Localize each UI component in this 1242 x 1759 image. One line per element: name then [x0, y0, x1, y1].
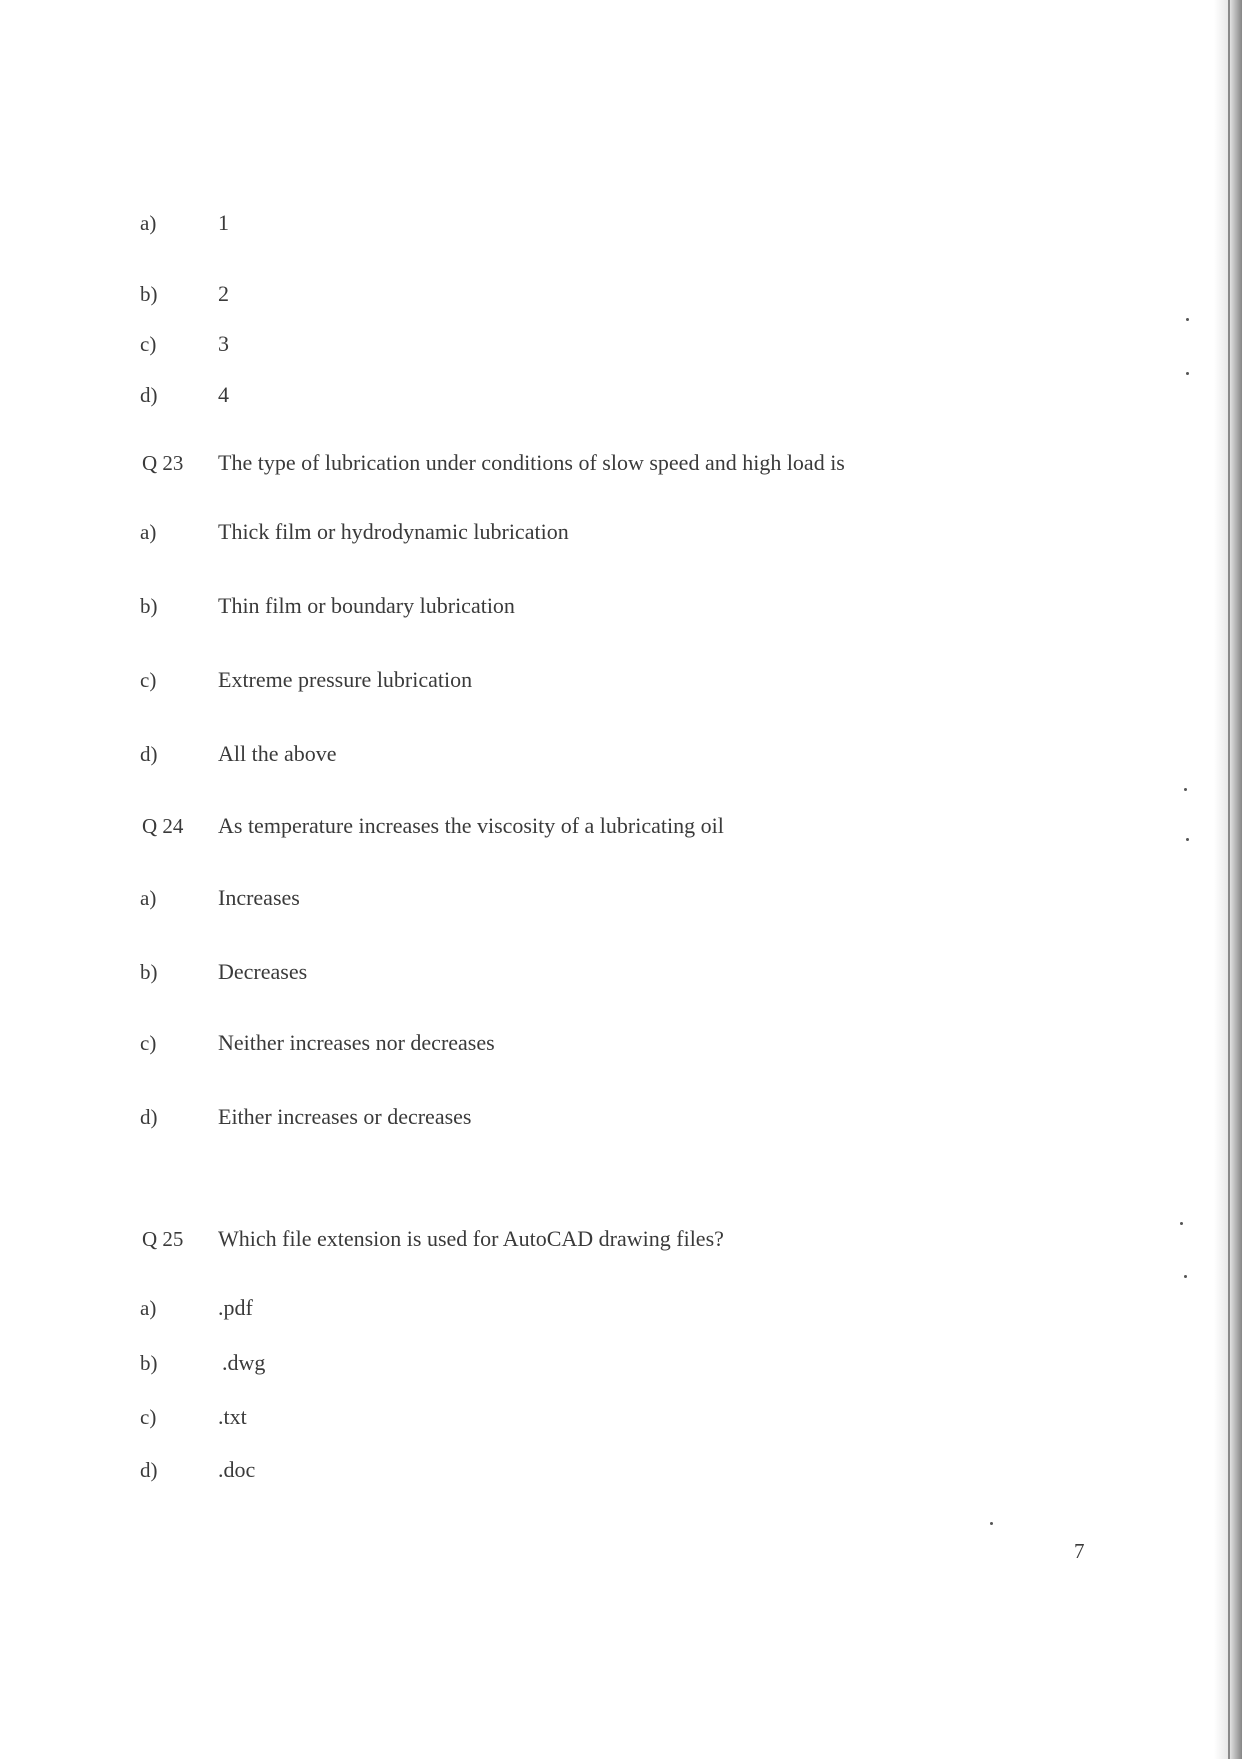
option-letter: c): [140, 332, 157, 356]
question-number: Q 24: [142, 814, 184, 838]
question-25-option-c: [0, 1402, 1100, 1436]
scan-speck: [990, 1522, 993, 1525]
question-25-option-d: [0, 1455, 1100, 1489]
question-number: Q 25: [142, 1227, 184, 1251]
option-letter: b): [140, 960, 158, 984]
option-letter: c): [140, 1031, 157, 1055]
option-letter: a): [140, 886, 157, 910]
question-text: The type of lubrication under conditions of slow speed and high load is: [218, 450, 845, 475]
question-text: As temperature increases the viscosity of a lubricating oil: [218, 813, 724, 838]
option-text: .pdf: [218, 1295, 253, 1320]
option-letter: b): [140, 594, 158, 618]
question-23-option-d: [0, 739, 1100, 773]
option-text: 4: [218, 382, 229, 407]
option-letter: a): [140, 520, 157, 544]
question-23-option-b: [0, 591, 1100, 625]
option-text: Increases: [218, 885, 300, 910]
question-24-option-c: [0, 1028, 1100, 1062]
scan-speck: [1186, 318, 1189, 321]
question-23-option-a: [0, 517, 1100, 551]
question-22-options: [0, 208, 1100, 242]
question-25-option-a: [0, 1293, 1100, 1327]
option-letter: a): [140, 211, 157, 235]
question-text: Which file extension is used for AutoCAD drawing files?: [218, 1226, 724, 1251]
option-text: Neither increases nor decreases: [218, 1030, 495, 1055]
page-number: 7: [1074, 1539, 1085, 1563]
question-24: [0, 811, 1100, 845]
option-text: .txt: [218, 1404, 247, 1429]
page-edge-line: [1228, 0, 1230, 1759]
option-letter: c): [140, 668, 157, 692]
option-text: .dwg: [222, 1350, 266, 1375]
scan-speck: [1186, 838, 1189, 841]
option-letter: d): [140, 383, 158, 407]
question-22-option-d: [0, 380, 1100, 414]
question-23-option-c: [0, 665, 1100, 699]
option-text: Extreme pressure lubrication: [218, 667, 473, 692]
scan-speck: [1186, 372, 1189, 375]
question-24-option-b: [0, 957, 1100, 991]
scan-speck: [1184, 788, 1187, 791]
option-text: 3: [218, 331, 229, 356]
question-22-option-b: [0, 279, 1100, 313]
option-text: Either increases or decreases: [218, 1104, 472, 1129]
question-24-option-d: [0, 1102, 1100, 1136]
option-letter: a): [140, 1296, 157, 1320]
question-25-option-b: [0, 1348, 1100, 1382]
scan-speck: [1184, 1275, 1187, 1278]
option-text: 2: [218, 281, 229, 306]
option-letter: b): [140, 1351, 158, 1375]
option-text: Decreases: [218, 959, 308, 984]
question-23: [0, 448, 1100, 482]
question-number: Q 23: [142, 451, 184, 475]
option-letter: b): [140, 282, 158, 306]
question-25: [0, 1224, 1100, 1258]
scan-speck: [1180, 1222, 1183, 1225]
question-24-option-a: [0, 883, 1100, 917]
option-text: Thick film or hydrodynamic lubrication: [218, 519, 569, 544]
option-text: .doc: [218, 1457, 256, 1482]
option-letter: c): [140, 1405, 157, 1429]
question-22-option-c: [0, 329, 1100, 363]
option-letter: d): [140, 1105, 158, 1129]
option-text: All the above: [218, 741, 337, 766]
option-text: 1: [218, 210, 229, 235]
option-letter: d): [140, 742, 158, 766]
option-letter: d): [140, 1458, 158, 1482]
option-text: Thin film or boundary lubrication: [218, 593, 515, 618]
